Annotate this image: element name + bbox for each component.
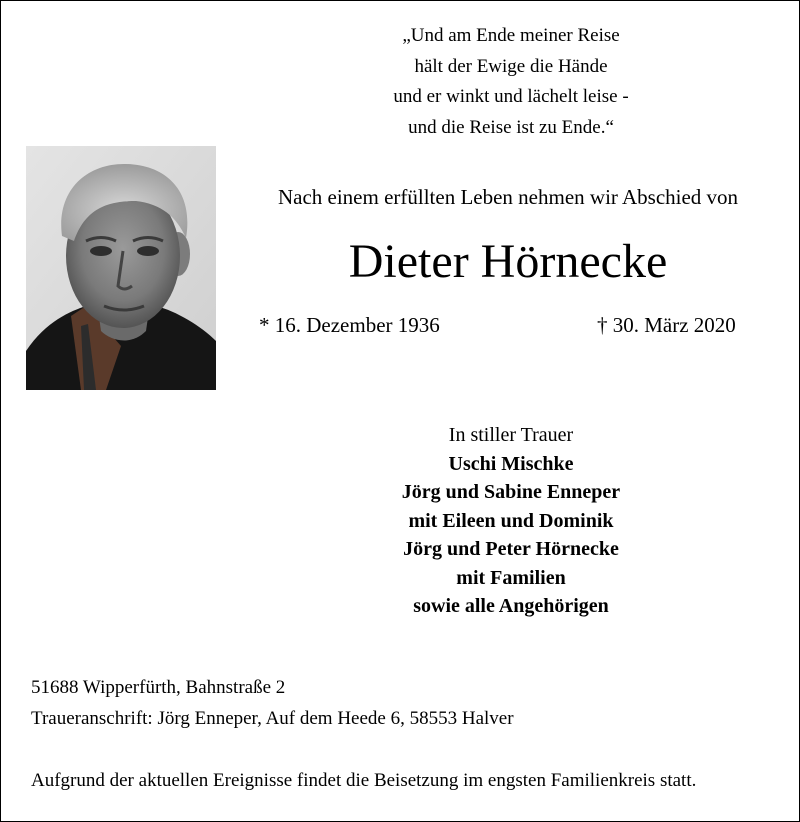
deceased-name: Dieter Hörnecke [348,235,668,288]
mourner-name: sowie alle Angehörigen [413,595,609,617]
portrait-image [26,146,216,390]
death-date: † 30. März 2020 [597,313,736,337]
mourner-name: Jörg und Sabine Enneper [401,481,621,503]
mourning-address: Traueranschrift: Jörg Enneper, Auf dem Heede 6, 58553 Halver [31,708,514,729]
mourner-name: Jörg und Peter Hörnecke [403,538,619,560]
birth-date: * 16. Dezember 1936 [259,313,440,337]
poem [301,21,721,143]
mourner-name: mit Familien [456,566,566,589]
portrait-photo [26,146,216,390]
address: 51688 Wipperfürth, Bahnstraße 2 [31,677,286,698]
mourners-block [301,421,721,621]
mourners-heading: In stiller Trauer [448,424,574,446]
poem-line: hält der Ewige die Hände [414,55,608,77]
poem-line: und die Reise ist zu Ende.“ [408,116,614,138]
poem-line: „Und am Ende meiner Reise [402,25,620,46]
poem-line: und er winkt und lächelt leise - [393,86,629,107]
farewell-intro: Nach einem erfüllten Leben nehmen wir Abschied von [277,185,739,209]
funeral-note: Aufgrund der aktuellen Ereignisse findet die Beisetzung im engsten Familienkreis statt. [31,770,697,791]
mourner-name: mit Eileen und Dominik [408,509,614,532]
mourner-name: Uschi Mischke [448,452,574,475]
